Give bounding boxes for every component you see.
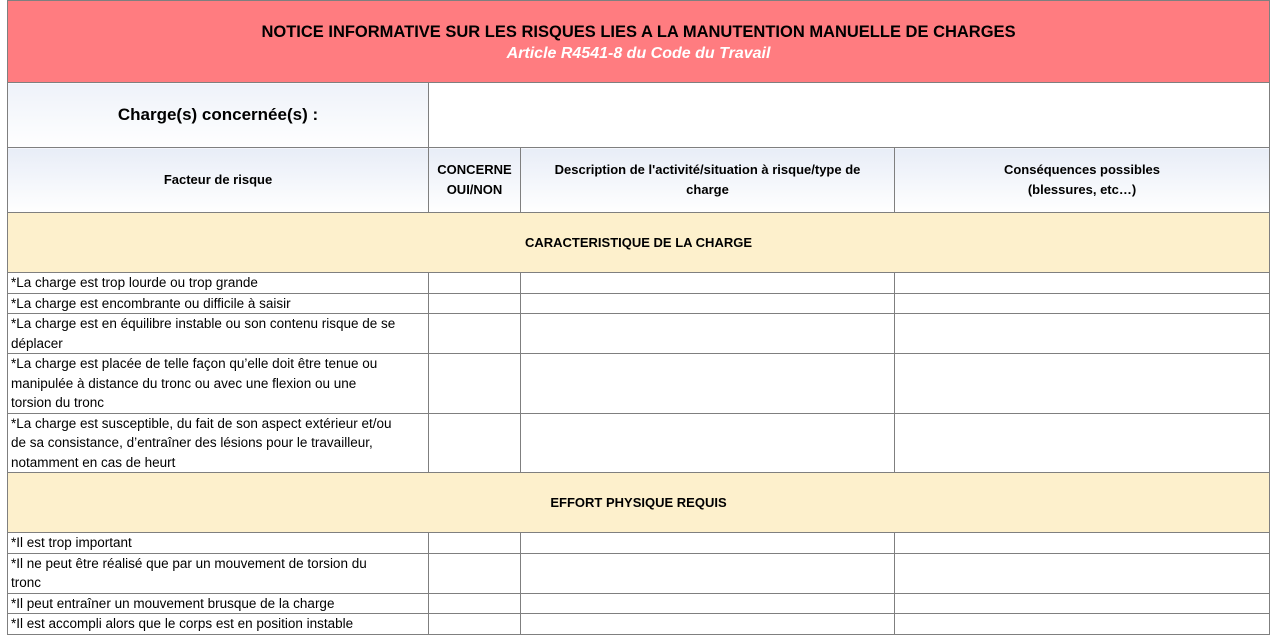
consequences-cell[interactable] [895, 293, 1270, 314]
consequences-cell[interactable] [895, 553, 1270, 593]
risk-factor-cell [8, 293, 429, 314]
description-cell[interactable] [521, 533, 895, 554]
risk-factor-text: *Il ne peut être réalisé que par un mouvement de torsion du [11, 555, 367, 571]
risk-factor-text: notamment en cas de heurt [11, 454, 176, 470]
concerne-cell[interactable] [429, 293, 521, 314]
page-title: NOTICE INFORMATIVE SUR LES RISQUES LIES A LA MANUTENTION MANUELLE DE CHARGES [261, 22, 1016, 41]
charge-input-cell[interactable] [429, 83, 1270, 148]
risk-factor-cell [8, 593, 429, 614]
concerne-cell[interactable] [429, 553, 521, 593]
table-row [8, 354, 1270, 414]
header-consequences-line2: (blessures, etc…) [1027, 182, 1137, 197]
risk-factor-text: de sa consistance, d’entraîner des lésions pour le travailleur, [11, 435, 373, 450]
risk-factor-text: *Il est trop important [11, 535, 132, 550]
risk-factor-cell [8, 314, 429, 354]
consequences-cell[interactable] [895, 314, 1270, 354]
risk-factor-cell [8, 413, 429, 473]
title-cell [8, 1, 1270, 83]
risk-factor-text: manipulée à distance du tronc ou avec une flexion ou une [11, 375, 357, 391]
table-row [8, 614, 1270, 635]
description-cell[interactable] [521, 273, 895, 294]
header-concerne [429, 148, 521, 213]
risk-notice-sheet [7, 0, 1269, 635]
risk-factor-text: *La charge est trop lourde ou trop grande [11, 275, 258, 290]
concerne-cell[interactable] [429, 413, 521, 473]
table-row [8, 293, 1270, 314]
risk-factor-cell [8, 354, 429, 414]
header-description-line1: Description de l'activité/situation à risque/type de [554, 162, 861, 177]
risk-factor-text: *La charge est placée de telle façon qu’elle doit être tenue ou [11, 356, 378, 371]
risk-factor-text: *Il peut entraîner un mouvement brusque de la charge [11, 595, 335, 611]
risk-factor-cell [8, 273, 429, 294]
description-cell[interactable] [521, 293, 895, 314]
description-cell[interactable] [521, 593, 895, 614]
section-header-row [8, 473, 1270, 533]
sections-body [8, 213, 1270, 635]
risk-factor-text: tronc [11, 575, 42, 590]
description-cell[interactable] [521, 614, 895, 635]
header-facteur [8, 148, 429, 213]
risk-factor-text: *Il est accompli alors que le corps est en position instable [11, 616, 354, 631]
consequences-cell[interactable] [895, 273, 1270, 294]
header-description [521, 148, 895, 213]
header-row [8, 148, 1270, 213]
consequences-cell[interactable] [895, 614, 1270, 635]
consequences-cell[interactable] [895, 593, 1270, 614]
charge-label: Charge(s) concernée(s) : [8, 83, 429, 148]
risk-factor-text: *La charge est susceptible, du fait de son aspect extérieur et/ou [11, 415, 392, 431]
header-description-line2: charge [686, 182, 729, 197]
consequences-cell[interactable] [895, 354, 1270, 414]
table-row [8, 533, 1270, 554]
table-row [8, 273, 1270, 294]
concerne-cell[interactable] [429, 354, 521, 414]
consequences-cell[interactable] [895, 413, 1270, 473]
risk-factor-text: torsion du tronc [11, 395, 105, 410]
header-consequences [895, 148, 1270, 213]
table-row [8, 413, 1270, 473]
description-cell[interactable] [521, 354, 895, 414]
risk-table [7, 0, 1270, 635]
concerne-cell[interactable] [429, 314, 521, 354]
concerne-cell[interactable] [429, 593, 521, 614]
title-row [8, 1, 1270, 83]
description-cell[interactable] [521, 553, 895, 593]
risk-factor-text: *La charge est en équilibre instable ou son contenu risque de se [11, 316, 396, 331]
concerne-cell[interactable] [429, 273, 521, 294]
concerne-cell[interactable] [429, 614, 521, 635]
description-cell[interactable] [521, 413, 895, 473]
risk-factor-text: *La charge est encombrante ou difficile à saisir [11, 295, 291, 311]
section-title: CARACTERISTIQUE DE LA CHARGE [8, 213, 1270, 273]
risk-factor-cell [8, 553, 429, 593]
header-concerne-line2: OUI/NON [446, 182, 503, 197]
header-facteur-label: Facteur de risque [163, 172, 273, 187]
section-header-row [8, 213, 1270, 273]
section-title: EFFORT PHYSIQUE REQUIS [8, 473, 1270, 533]
concerne-cell[interactable] [429, 533, 521, 554]
table-row [8, 593, 1270, 614]
header-consequences-line1: Conséquences possibles [1003, 162, 1161, 177]
consequences-cell[interactable] [895, 533, 1270, 554]
risk-factor-cell [8, 614, 429, 635]
page-subtitle: Article R4541-8 du Code du Travail [506, 44, 771, 62]
table-row [8, 314, 1270, 354]
header-concerne-line1: CONCERNE [437, 162, 512, 177]
risk-factor-text: déplacer [11, 335, 63, 351]
risk-factor-cell [8, 533, 429, 554]
description-cell[interactable] [521, 314, 895, 354]
charge-row [8, 83, 1270, 148]
table-row [8, 553, 1270, 593]
